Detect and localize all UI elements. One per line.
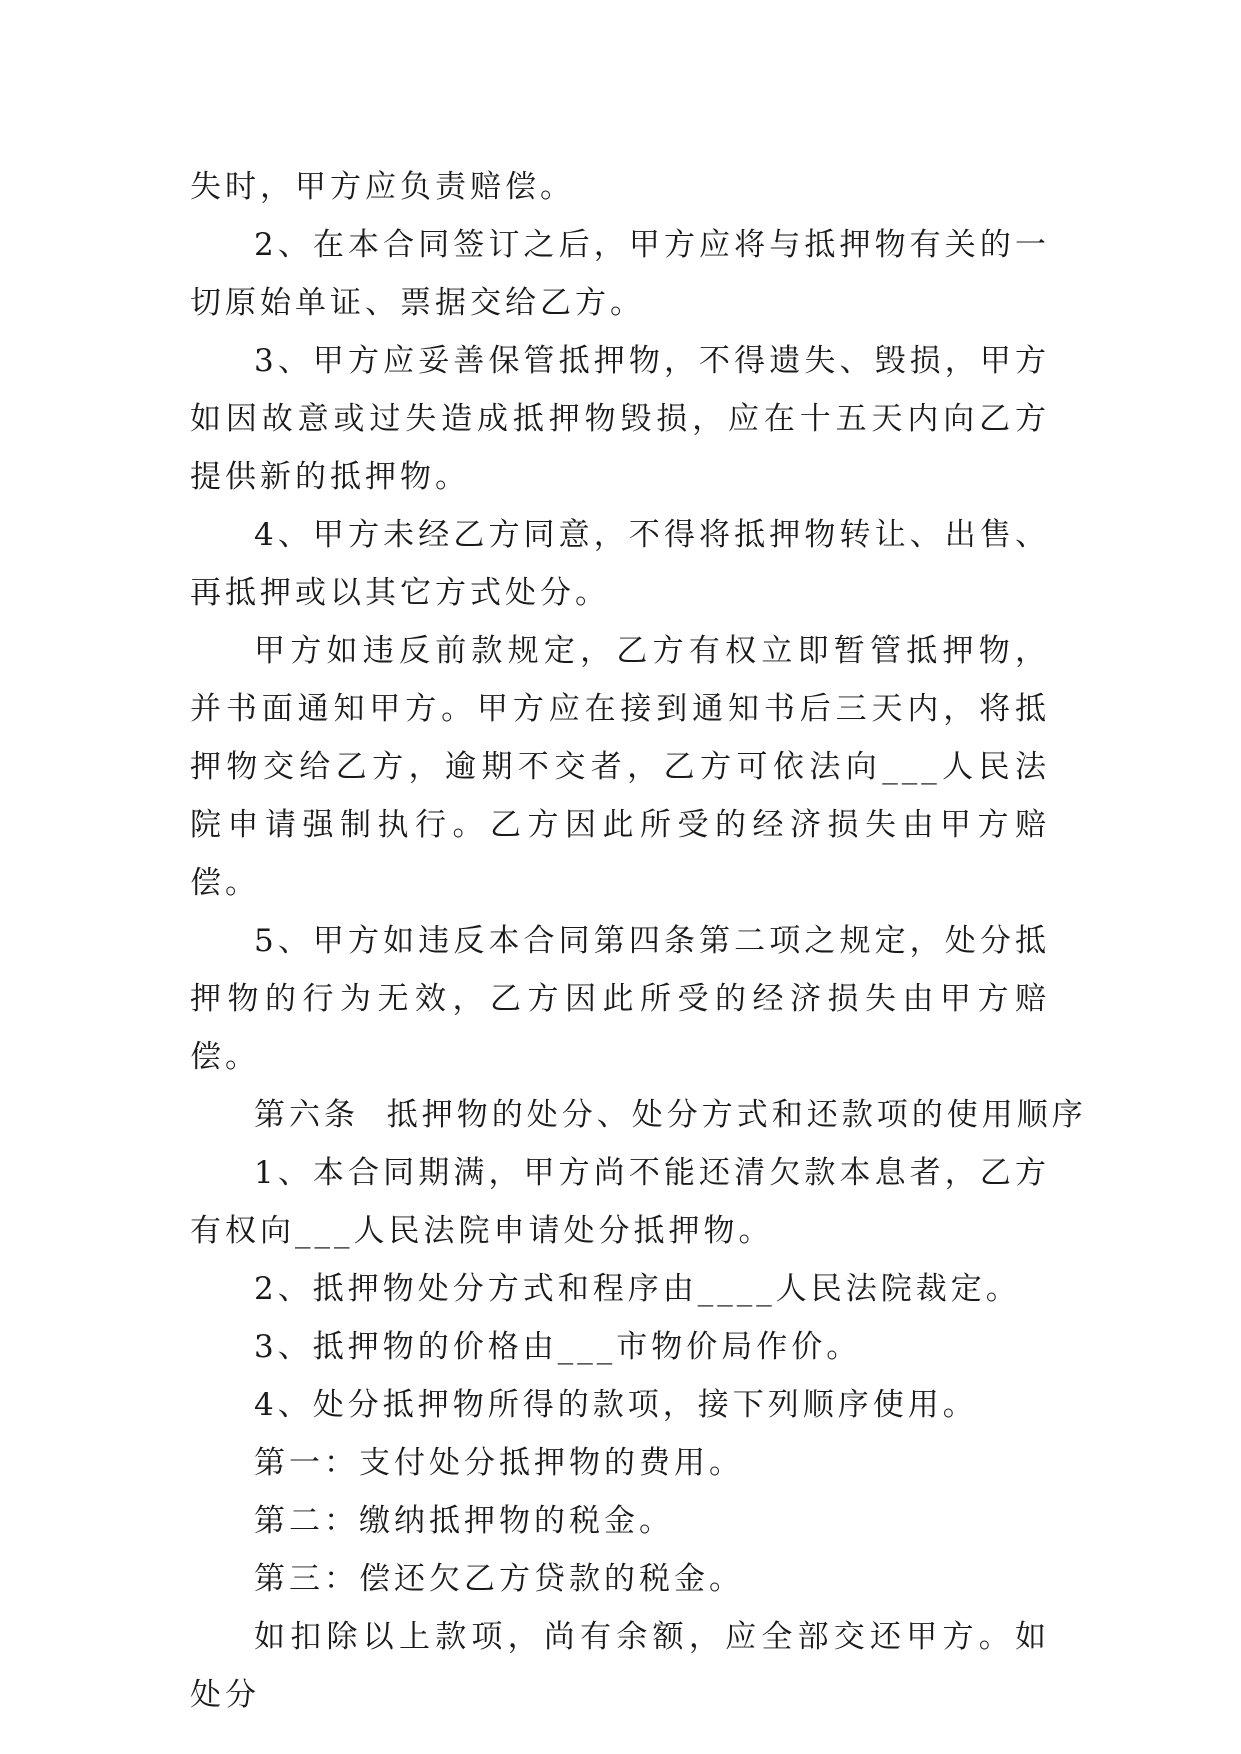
paragraph: 4、甲方未经乙方同意，不得将抵押物转让、出售、再抵押或以其它方式处分。 bbox=[190, 517, 1050, 611]
paragraph: 失时，甲方应负责赔偿。 bbox=[190, 169, 575, 205]
paragraph: 3、甲方应妥善保管抵押物，不得遗失、毁损，甲方如因故意或过失造成抵押物毁损，应在十五天内向乙方提供新的抵押物。 bbox=[190, 343, 1050, 495]
paragraph: 甲方如违反前款规定，乙方有权立即暂管抵押物，并书面通知甲方。甲方应在接到通知书后三天内，将抵押物交给乙方，逾期不交者，乙方可依法向___人民法院申请强制执行。乙方因此所受的经济损失由甲方赔偿。 bbox=[190, 633, 1050, 901]
paragraph: 第三：偿还欠乙方贷款的税金。 bbox=[254, 1561, 744, 1597]
paragraph: 4、处分抵押物所得的款项，接下列顺序使用。 bbox=[254, 1387, 978, 1423]
document-body bbox=[190, 158, 1087, 1724]
paragraph: 如扣除以上款项，尚有余额，应全部交还甲方。如处分 bbox=[190, 1619, 1050, 1713]
paragraph: 3、抵押物的价格由___市物价局作价。 bbox=[254, 1329, 862, 1365]
paragraph: 5、甲方如违反本合同第四条第二项之规定，处分抵押物的行为无效，乙方因此所受的经济损失由甲方赔偿。 bbox=[190, 923, 1050, 1075]
paragraph: 第二：缴纳抵押物的税金。 bbox=[254, 1503, 674, 1539]
section-heading: 第六条 抵押物的处分、处分方式和还款项的使用顺序 bbox=[254, 1097, 1087, 1133]
paragraph: 2、在本合同签订之后，甲方应将与抵押物有关的一切原始单证、票据交给乙方。 bbox=[190, 227, 1050, 321]
paragraph: 2、抵押物处分方式和程序由____人民法院裁定。 bbox=[254, 1271, 1021, 1307]
paragraph: 第一：支付处分抵押物的费用。 bbox=[254, 1445, 744, 1481]
paragraph: 1、本合同期满，甲方尚不能还清欠款本息者，乙方有权向___人民法院申请处分抵押物。 bbox=[190, 1155, 1050, 1249]
